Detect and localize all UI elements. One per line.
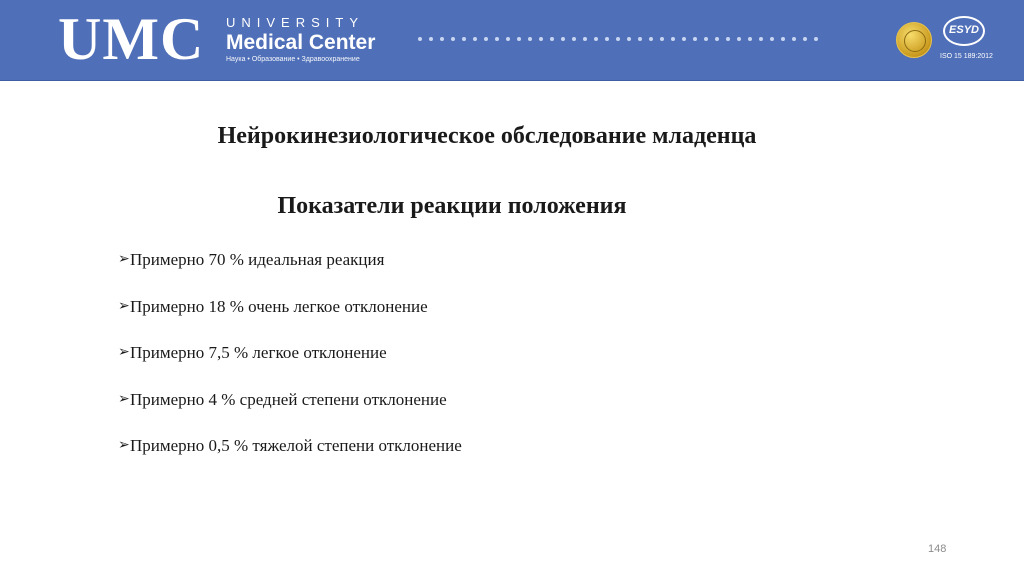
iso-label: ISO 15 189:2012	[940, 53, 993, 60]
esyd-mark-icon: ESYD	[943, 16, 985, 46]
logo-text-block	[226, 16, 375, 65]
list-item	[118, 388, 462, 435]
slide-subtitle: Показатели реакции положения	[277, 193, 627, 219]
gold-seal-icon	[896, 22, 932, 58]
slide-title: Нейрокинезиологическое обследование младенца	[217, 123, 757, 149]
list-item	[118, 341, 462, 388]
list-item	[118, 434, 462, 481]
arrow-bullet-icon: ➢	[118, 252, 130, 267]
bullet-list	[118, 248, 462, 481]
list-item-text: Примерно 70 % идеальная реакция	[130, 250, 385, 269]
list-item	[118, 248, 462, 295]
arrow-bullet-icon: ➢	[118, 438, 130, 453]
esyd-certification-logo	[940, 14, 993, 64]
umc-logo: UMC	[58, 6, 205, 72]
logo-university-text: UNIVERSITY	[226, 15, 365, 30]
arrow-bullet-icon: ➢	[118, 298, 130, 314]
arrow-bullet-icon: ➢	[118, 345, 130, 360]
decorative-dots	[418, 37, 818, 41]
logo-tagline: Наука • Образование • Здравоохранение	[226, 56, 360, 63]
list-item-text: Примерно 18 % очень легкое отклонение	[130, 296, 428, 316]
arrow-bullet-icon: ➢	[118, 391, 130, 407]
page-number: 148	[928, 543, 947, 555]
list-item-text: Примерно 7,5 % легкое отклонение	[130, 343, 387, 362]
list-item-text: Примерно 0,5 % тяжелой степени отклонение	[130, 436, 462, 455]
header-bar	[0, 0, 1024, 81]
logo-medical-center-text: Medical Center	[226, 31, 376, 54]
list-item-text: Примерно 4 % средней степени отклонение	[130, 389, 447, 409]
list-item	[118, 295, 462, 342]
